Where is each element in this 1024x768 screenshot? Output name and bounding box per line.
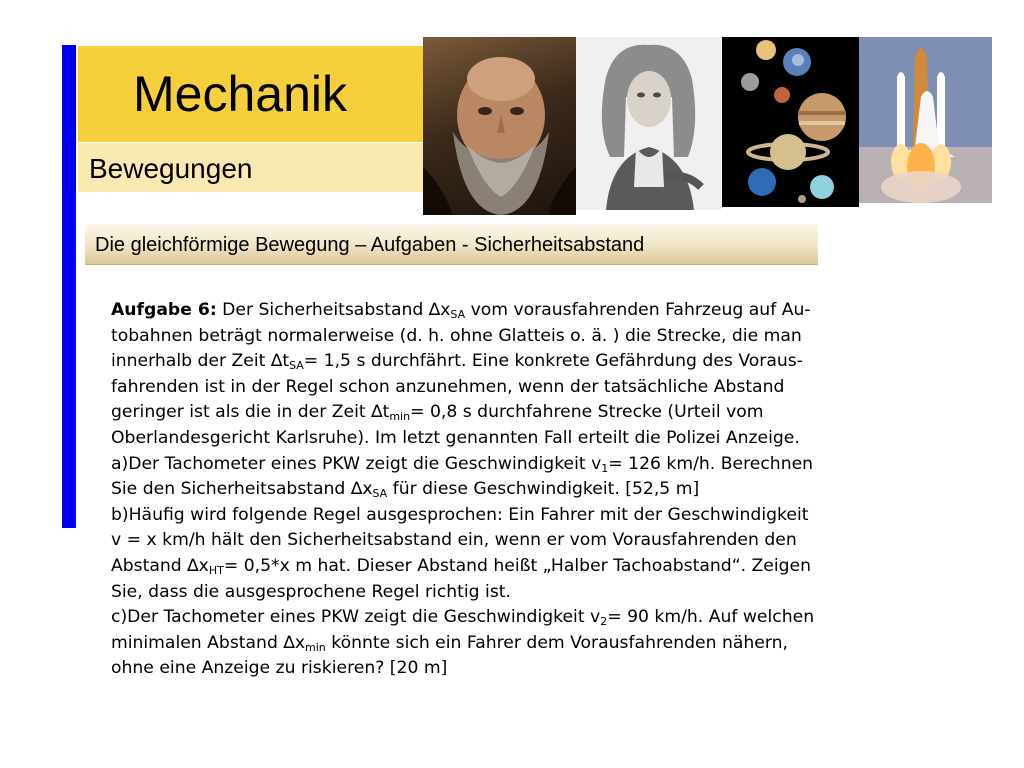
section-title: Die gleichförmige Bewegung – Aufgaben - Sicherheitsabstand — [95, 234, 645, 256]
solar-system-planets-icon — [722, 37, 859, 207]
task-line: geringer ist als die in der Zeit $\Delta t_{min}= 0,8$ s durchfahrene Strecke (Urteil vom — [111, 402, 764, 424]
task-line: Sie den Sicherheitsabstand $\Delta x_{SA}$ für diese Geschwindigkeit. [52,5 m] — [111, 479, 700, 501]
page-title: Mechanik — [133, 66, 347, 122]
task-line: Oberlandesgericht Karlsruhe). Im letzt genannten Fall erteilt die Polizei Anzeige. — [111, 427, 800, 448]
task-text — [111, 298, 1001, 682]
space-shuttle-launch-icon — [859, 37, 992, 203]
portrait-wigged-scientist-icon — [576, 37, 721, 210]
accent-bar — [62, 45, 76, 528]
task-line: ohne eine Anzeige zu riskieren? [20 m] — [111, 658, 448, 679]
task-line: innerhalb der Zeit $\Delta t_{SA}= 1,5$ s durchfährt. Eine konkrete Gefährdung des Voraus- — [111, 351, 803, 373]
task-line: Abstand $\Delta x_{HT}= 0,5*x$ m hat. Dieser Abstand heißt „Halber Tachoabstand“. Zeigen — [111, 555, 812, 577]
portrait-bearded-scientist-icon — [423, 37, 576, 215]
task-line: Sie, dass die ausgesprochene Regel richtig ist. — [111, 581, 511, 602]
page-subtitle: Bewegungen — [89, 153, 253, 184]
task-line: fahrenden ist in der Regel schon anzunehmen, wenn der tatsächliche Abstand — [111, 376, 785, 397]
task-line: minimalen Abstand $\Delta x_{min}$ könnte sich ein Fahrer dem Vorausfahrenden nähern, — [111, 632, 788, 654]
task-line: Aufgabe 6: Der Sicherheitsabstand $\Delta x_{SA}$ vom vorausfahrenden Fahrzeug auf Au- — [111, 300, 811, 321]
delta-symbol: ∆ — [428, 300, 441, 320]
task-line: v = x km/h hält den Sicherheitsabstand ein, wenn er vom Vorausfahrenden den — [111, 530, 797, 551]
task-line: a)Der Tachometer eines PKW zeigt die Geschwindigkeit $v_1= 126$ km/h. Berechnen — [111, 453, 814, 475]
task-line: tobahnen beträgt normalerweise (d. h. ohne Glatteis o. ä. ) die Strecke, die man — [111, 325, 802, 346]
task-line: b)Häufig wird folgende Regel ausgesprochen: Ein Fahrer mit der Geschwindigkeit — [111, 504, 809, 525]
task-line: c)Der Tachometer eines PKW zeigt die Geschwindigkeit $v_2= 90$ km/h. Auf welchen — [111, 607, 815, 629]
task-label: Aufgabe 6: — [111, 300, 217, 320]
